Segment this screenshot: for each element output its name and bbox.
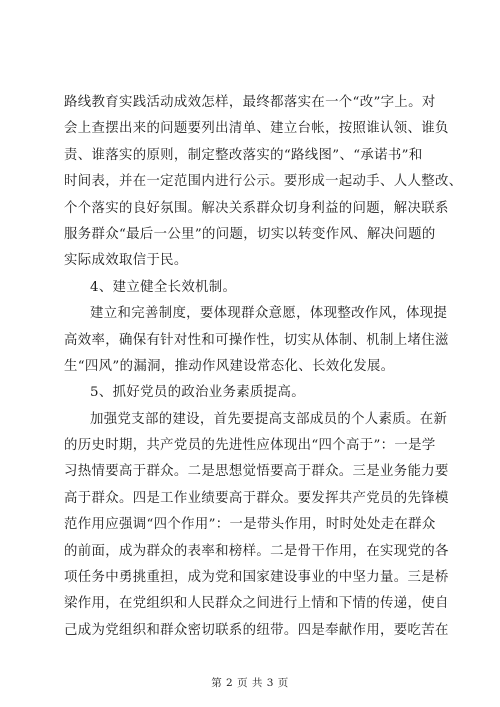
text-line: 高于群众。四是工作业绩要高于群众。要发挥共产党员的先锋模 (64, 490, 449, 506)
text-line: 个个落实的良好氛围。解决关系群众切身利益的问题，解决联系 (64, 200, 449, 216)
text-line: 服务群众“最后一公里”的问题，切实以转变作风、解决问题的 (64, 226, 436, 242)
page-number-footer: 第 2 页 共 3 页 (211, 677, 289, 689)
text-line: 责、谁落实的原则，制定整改落实的“路线图”、“承诺书”和 (64, 147, 423, 163)
text-line: 会上查摆出来的问题要列出清单、建立台帐，按照谁认领、谁负 (64, 121, 449, 137)
text-line: 习热情要高于群众。二是思想觉悟要高于群众。三是业务能力要 (64, 464, 449, 480)
text-line: 己成为党组织和群众密切联系的纽带。四是奉献作用，要吃苦在 (64, 622, 449, 638)
section-heading: 4、建立健全长效机制。 (90, 279, 237, 295)
text-line: 高效率，确保有针对性和可操作性，切实从体制、机制上堵住滋 (64, 332, 449, 348)
document-body (64, 90, 463, 644)
section-heading: 5、抓好党员的政治业务素质提高。 (90, 385, 305, 401)
text-line: 的前面，成为群众的表率和榜样。二是骨干作用，在实现党的各 (64, 543, 449, 559)
text-line: 实际成效取信于民。 (64, 253, 188, 269)
text-line: 建立和完善制度，要体现群众意愿，体现整改作风，体现提 (90, 306, 448, 322)
text-line: 路线教育实践活动成效怎样，最终都落实在一个“改”字上。对 (64, 95, 436, 110)
text-line: 加强党支部的建设，首先要提高支部成员的个人素质。在新 (90, 411, 448, 427)
text-line: 生“四风”的漏洞，推动作风建设常态化、长效化发展。 (64, 358, 395, 374)
text-line: 项任务中勇挑重担，成为党和国家建设事业的中坚力量。三是桥 (64, 570, 449, 586)
text-line: 时间表，并在一定范围内进行公示。要形成一起动手、人人整改、 (64, 174, 463, 190)
text-line: 范作用应强调“四个作用”：一是带头作用，时时处处走在群众 (64, 517, 436, 533)
text-line: 的历史时期，共产党员的先进性应体现出“四个高于”：一是学 (64, 438, 436, 454)
text-line: 梁作用，在党组织和人民群众之间进行上情和下情的传递，使自 (64, 596, 449, 612)
